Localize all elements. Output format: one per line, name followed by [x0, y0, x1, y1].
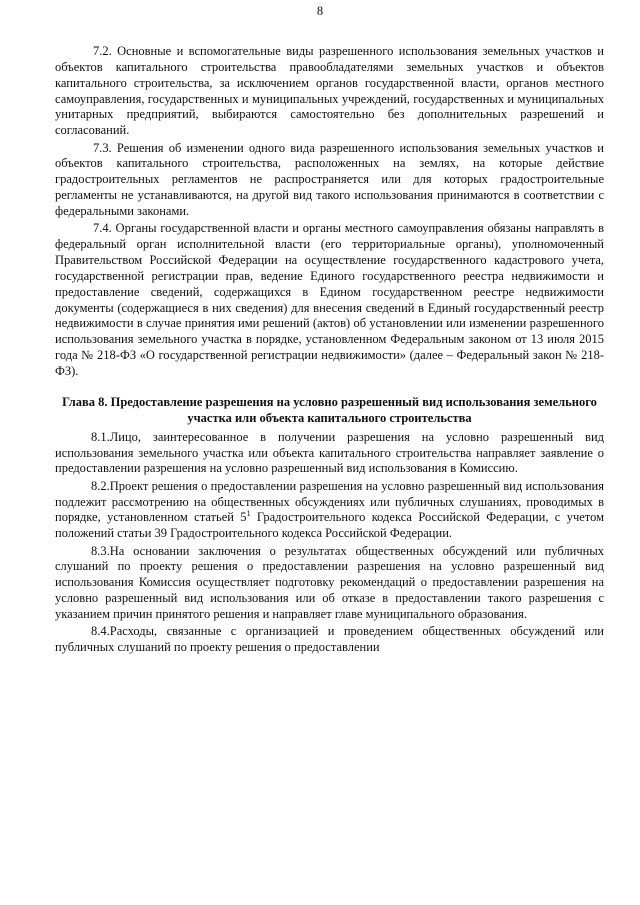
paragraph-7-4: 7.4. Органы государственной власти и органы местного самоуправления обязаны направлять в федеральный орган исполнительной власти (его территориальные органы), уполномоченный Правительством Российской Федерации на осуществление государственного кадастрового учета, государственной регистрации прав, ведение Единого государственного реестра недвижимости и предоставление сведений, содержащихся в Едином государственном реестре недвижимости документы (содержащиеся в них сведения) для внесения сведений в Единый государственный реестр недвижимости в случае принятия ими решений (актов) об установлении или изменении разрешенного использования земельного участка в порядке, установленном Федеральным законом от 13 июля 2015 года № 218-ФЗ «О государственной регистрации недвижимости» (далее – Федеральный закон № 218-ФЗ).: [55, 221, 604, 378]
paragraph-8-2-text-start: 8.2.Проект решения о предоставлении разрешения на условно разрешенный вид использования подлежит рассмотрению на общественных обсуждениях или публичных слушаниях, проводимых в порядке, установленном статьей 5: [55, 478, 604, 525]
paragraph-8-3: 8.3.На основании заключения о результатах общественных обсуждений или публичных слушаний по проекту решения о предоставлении разрешения на условно разрешенный вид использования Комиссия осуществляет подготовку рекомендаций о предоставлении разрешения на условно разрешенный вид использования или об отказе в предоставлении такого разрешения с указанием причин принятого решения и направляет главе муниципального образования.: [55, 543, 604, 621]
page-number: 8: [316, 4, 324, 18]
paragraph-7-3: 7.3. Решения об изменении одного вида разрешенного использования земельных участков и объектов капитального строительства, расположенных на землях, на которые действие градостроительных регламентов не распространяется или для которых градостроительные регламенты не устанавливаются, на другой вид такого использования принимаются в соответствии с федеральными законами.: [55, 140, 604, 218]
paragraph-8-2-text-end: Градостроительного кодекса Российской Федерации, с учетом положений статьи 39 Градостроительного кодекса Российской Федерации.: [55, 510, 605, 541]
chapter-8-heading: Глава 8. Предоставление разрешения на условно разрешенный вид использования земельного участка или объекта капитального строительства: [62, 394, 597, 425]
paragraph-8-1: 8.1.Лицо, заинтересованное в получении разрешения на условно разрешенный вид использования земельного участка или объекта капитального строительства направляет заявление о предоставлении разрешения на условно разрешенный вид использования в Комиссию.: [55, 429, 604, 476]
article-superscript: 1: [246, 509, 251, 519]
paragraph-8-2: [55, 479, 604, 542]
paragraph-8-4: 8.4.Расходы, связанные с организацией и проведением общественных обсуждений или публичных слушаний по проекту решения о предоставлении: [55, 624, 604, 655]
paragraph-7-2: 7.2. Основные и вспомогательные виды разрешенного использования земельных участков и объектов капитального строительства правообладателями земельных участков и объектов капитального строительства, за исключением органов государственной власти, органов местного самоуправления, государственных и муниципальных учреждений, государственных и муниципальных унитарных предприятий, выбираются самостоятельно без дополнительных разрешений и согласований.: [55, 44, 604, 138]
page-content: [55, 44, 604, 658]
